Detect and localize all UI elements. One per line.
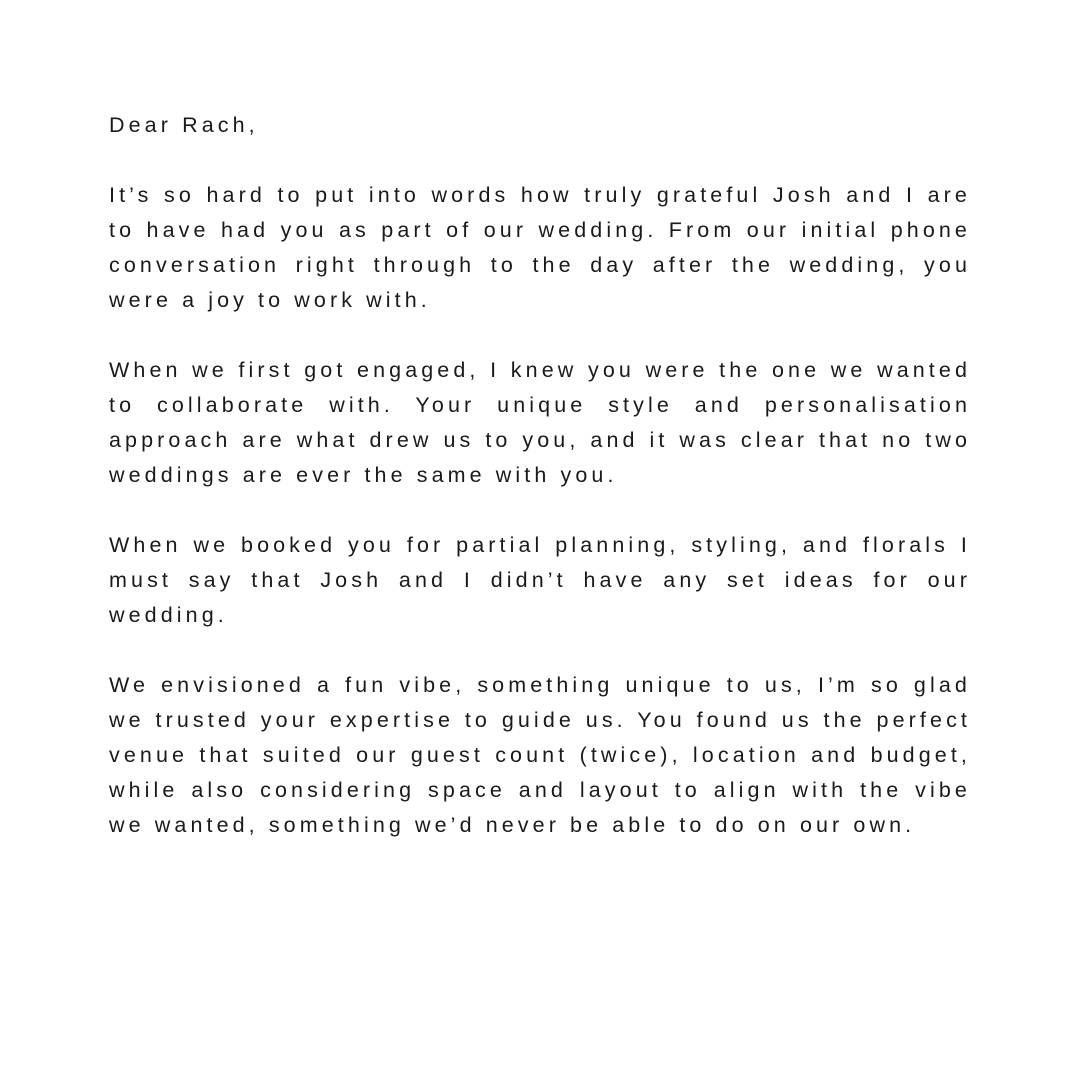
letter-paragraph: When we booked you for partial planning, styling, and florals I must say that Josh and I didn’t have any set ideas for our wedding. xyxy=(109,533,971,627)
letter-salutation: Dear Rach, xyxy=(109,113,259,137)
letter-paragraph: When we first got engaged, I knew you were the one we wanted to collaborate with. Your unique style and personalisation approach are what drew us to you, and it was clear that no two weddings are ever the same with you. xyxy=(109,358,971,487)
letter-paragraph: It’s so hard to put into words how truly grateful Josh and I are to have had you as part of our wedding. From our initial phone conversation right through to the day after the wedding, you were a joy to work with. xyxy=(109,183,971,312)
letter-paragraph: We envisioned a fun vibe, something unique to us, I’m so glad we trusted your expertise to guide us. You found us the perfect venue that suited our guest count (twice), location and budget, while also considering space and layout to align with the vibe we wanted, something we’d never be able to do on our own. xyxy=(109,673,971,837)
letter-body xyxy=(109,108,971,843)
